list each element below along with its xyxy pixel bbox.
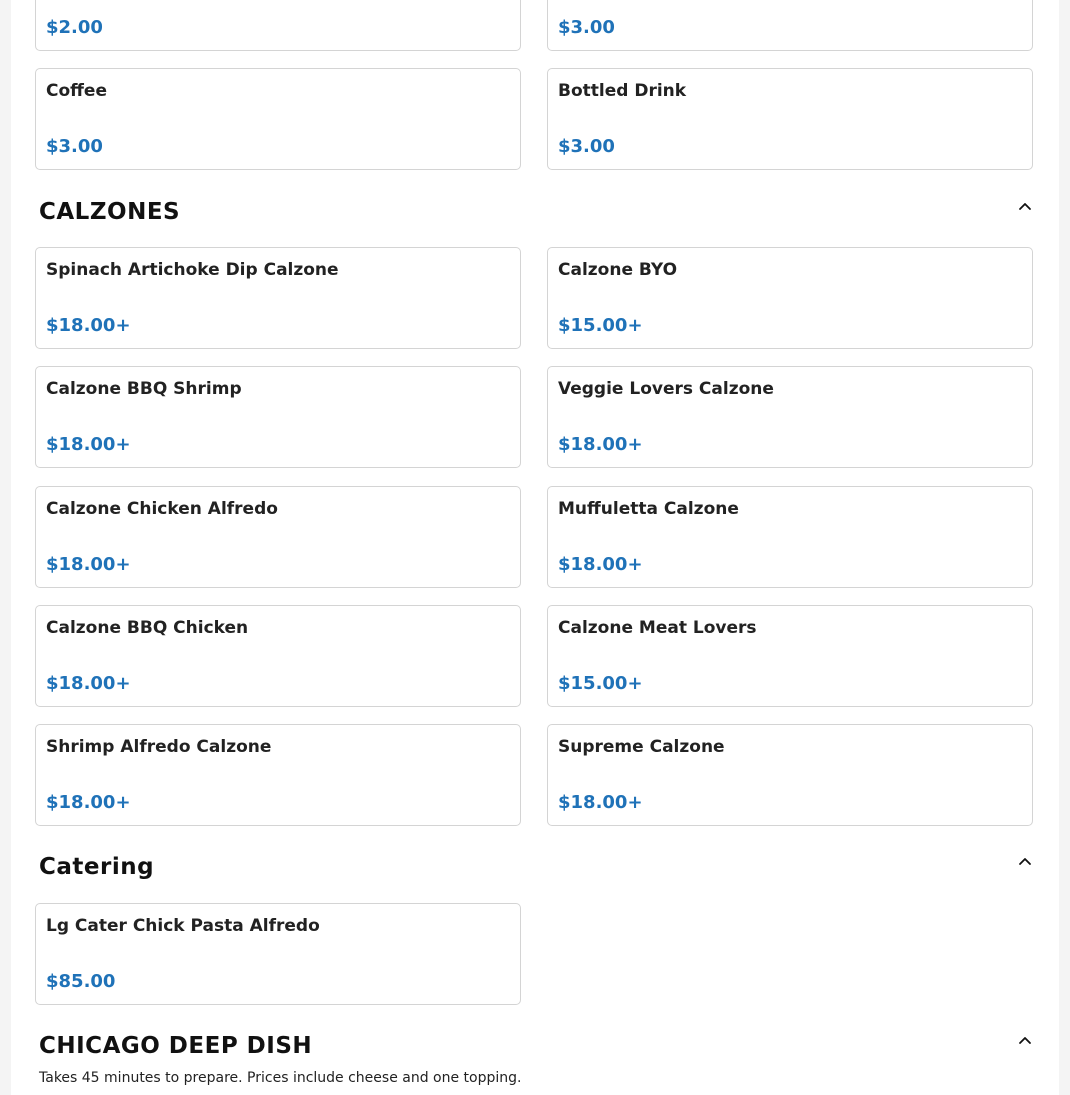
menu-item-coffee[interactable] [35,68,521,170]
menu-item-price: $15.00+ [558,673,643,694]
menu-item-price: $3.00 [558,17,615,38]
menu-item-card[interactable] [547,486,1033,588]
menu-item-card[interactable] [35,903,521,1005]
menu-item-price: $18.00+ [46,673,131,694]
menu-item-name: Supreme Calzone [558,737,725,757]
menu-item-name: Muffuletta Calzone [558,499,739,519]
menu-item-name: Calzone BYO [558,260,678,280]
menu-item-price: $18.00+ [46,792,131,813]
menu-item-price: $18.00+ [558,554,643,575]
section-title-catering: Catering [39,854,155,880]
menu-item-card[interactable] [35,247,521,349]
menu-item-card[interactable] [547,366,1033,468]
menu-item-name: Calzone Meat Lovers [558,618,757,638]
menu-item-card[interactable] [35,724,521,826]
menu-item-name: Bottled Drink [558,81,687,101]
menu-item-name: Spinach Artichoke Dip Calzone [46,260,339,280]
menu-item-card[interactable] [35,0,521,51]
section-title-calzones: CALZONES [39,199,181,225]
menu-page [11,0,1059,1095]
menu-item-price: $18.00+ [46,434,131,455]
chevron-up-icon[interactable] [1017,198,1033,214]
menu-item-name: Veggie Lovers Calzone [558,379,774,399]
menu-item-card[interactable] [35,605,521,707]
menu-item-name: Calzone BBQ Chicken [46,618,249,638]
menu-item-name: Calzone BBQ Shrimp [46,379,242,399]
menu-item-name: Shrimp Alfredo Calzone [46,737,272,757]
menu-item-bottled-drink[interactable] [547,68,1033,170]
menu-item-price: $85.00 [46,971,116,992]
menu-item-name: Lg Cater Chick Pasta Alfredo [46,916,320,936]
menu-item-card[interactable] [35,366,521,468]
chevron-up-icon[interactable] [1017,1032,1033,1048]
section-title-chicago-deep-dish: CHICAGO DEEP DISH [39,1033,313,1059]
menu-item-price: $15.00+ [558,315,643,336]
menu-item-price: $18.00+ [558,434,643,455]
menu-item-name: Coffee [46,81,107,101]
section-description: Takes 45 minutes to prepare. Prices include cheese and one topping. [39,1070,522,1086]
menu-item-price: $2.00 [46,17,103,38]
menu-item-card[interactable] [35,486,521,588]
menu-item-card[interactable] [547,724,1033,826]
menu-item-card[interactable] [547,0,1033,51]
menu-item-card[interactable] [547,605,1033,707]
menu-item-price: $3.00 [46,136,103,157]
menu-item-price: $18.00+ [558,792,643,813]
menu-item-card[interactable] [547,247,1033,349]
menu-item-price: $3.00 [558,136,615,157]
menu-item-price: $18.00+ [46,554,131,575]
chevron-up-icon[interactable] [1017,853,1033,869]
menu-item-price: $18.00+ [46,315,131,336]
menu-item-name: Calzone Chicken Alfredo [46,499,278,519]
